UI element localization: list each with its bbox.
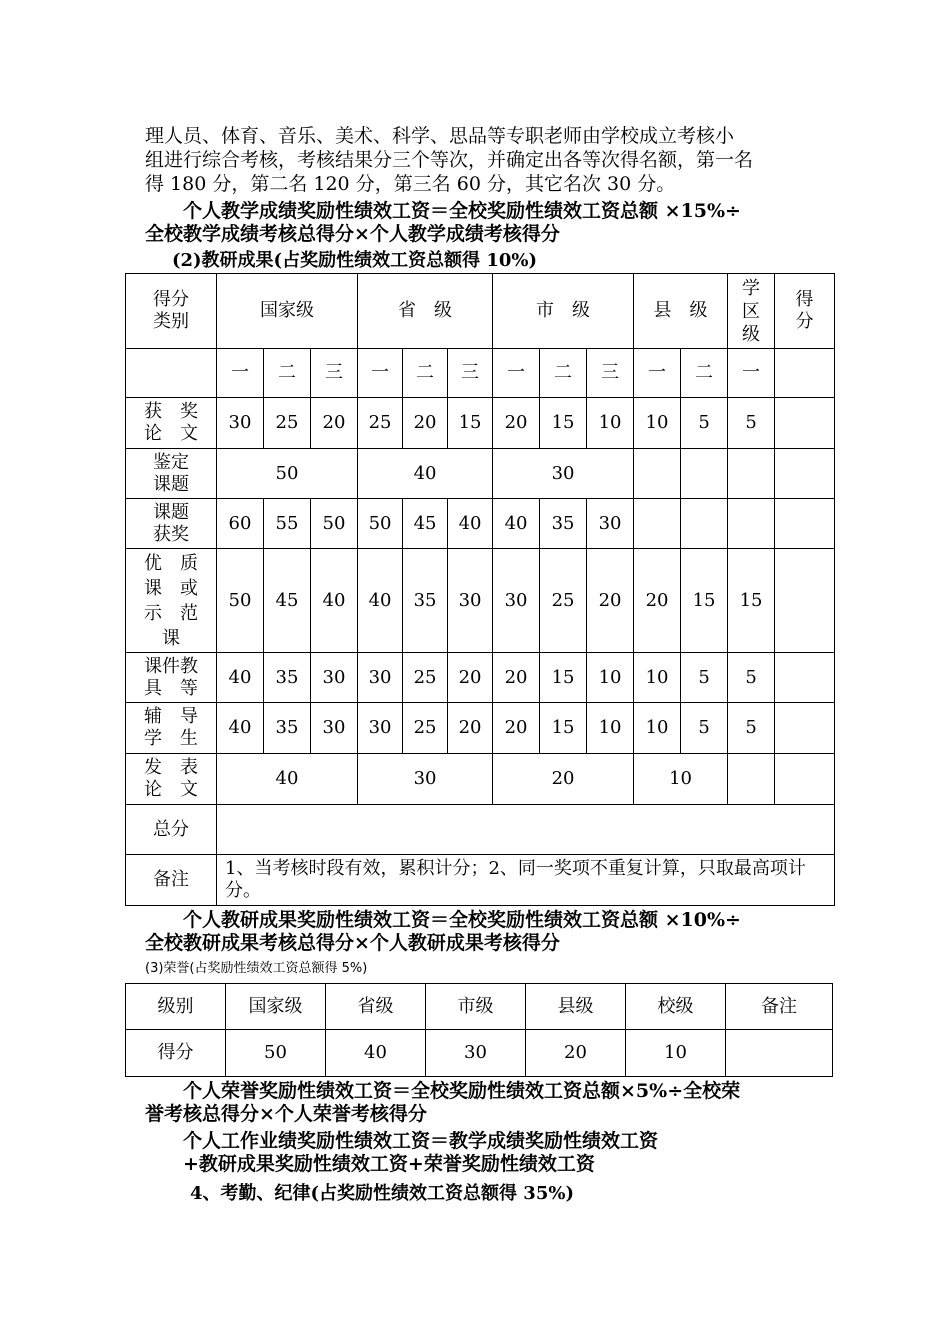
score-cell: 15 xyxy=(448,398,493,449)
score-cell: 40 xyxy=(217,703,264,754)
score-cell: 30 xyxy=(448,549,493,653)
note-text: 1、当考核时段有效，累积计分；2、同一奖项不重复计算，只取最高项计分。 xyxy=(217,855,835,906)
score-cell: 50 xyxy=(358,499,403,549)
score-blank xyxy=(775,754,835,805)
honor-cell: 10 xyxy=(626,1030,726,1077)
honor-header-cell: 级别 xyxy=(126,984,226,1030)
header-provincial: 省 级 xyxy=(358,274,493,349)
rank-cell: 一 xyxy=(493,349,540,398)
table-row xyxy=(126,754,835,805)
score-cell: 45 xyxy=(403,499,448,549)
score-cell: 5 xyxy=(728,703,775,754)
score-cell: 40 xyxy=(358,549,403,653)
header-district: 学 区 级 xyxy=(728,274,775,349)
score-cell: 30 xyxy=(587,499,634,549)
table-row xyxy=(126,549,835,653)
header-score: 得 分 xyxy=(775,274,835,349)
honor-header-cell: 省级 xyxy=(326,984,426,1030)
rank-cell: 一 xyxy=(634,349,681,398)
total-row xyxy=(126,805,835,855)
score-blank xyxy=(681,449,728,499)
table-header-row xyxy=(126,274,835,349)
score-blank xyxy=(728,754,775,805)
score-cell: 35 xyxy=(264,703,311,754)
score-blank xyxy=(775,703,835,754)
formula-teaching xyxy=(145,200,845,246)
score-cell: 20 xyxy=(311,398,358,449)
rank-cell: 二 xyxy=(264,349,311,398)
header-category: 得分 类别 xyxy=(126,274,217,349)
honor-cell: 40 xyxy=(326,1030,426,1077)
rank-cell: 三 xyxy=(448,349,493,398)
score-cell: 10 xyxy=(634,653,681,703)
row-label: 备注 xyxy=(126,855,217,906)
score-cell: 15 xyxy=(540,703,587,754)
intro-line: 得 180 分，第二名 120 分，第三名 60 分，其它名次 30 分。 xyxy=(145,173,676,195)
honor-header-cell: 校级 xyxy=(626,984,726,1030)
rank-blank xyxy=(126,349,217,398)
score-cell: 30 xyxy=(311,703,358,754)
score-cell: 55 xyxy=(264,499,311,549)
section-heading-research: (2)教研成果(占奖励性绩效工资总额得 10%) xyxy=(172,250,538,271)
score-cell: 40 xyxy=(217,653,264,703)
score-blank xyxy=(728,499,775,549)
rank-cell: 二 xyxy=(681,349,728,398)
score-blank xyxy=(681,499,728,549)
score-cell: 20 xyxy=(448,653,493,703)
row-label: 辅 导 学 生 xyxy=(126,703,217,754)
honor-header-cell: 县级 xyxy=(526,984,626,1030)
score-cell: 35 xyxy=(264,653,311,703)
score-blank xyxy=(775,549,835,653)
score-cell: 25 xyxy=(358,398,403,449)
header-national: 国家级 xyxy=(217,274,358,349)
honor-score-table xyxy=(125,983,833,1077)
rank-cell: 三 xyxy=(587,349,634,398)
score-cell: 50 xyxy=(311,499,358,549)
honor-header-row xyxy=(126,984,833,1030)
score-cell: 25 xyxy=(403,703,448,754)
score-cell: 5 xyxy=(681,398,728,449)
rank-blank xyxy=(775,349,835,398)
score-cell: 5 xyxy=(681,703,728,754)
formula-research xyxy=(145,909,845,955)
formula-honor xyxy=(145,1080,845,1126)
score-blank xyxy=(634,449,681,499)
score-cell: 35 xyxy=(403,549,448,653)
score-cell: 30 xyxy=(358,754,493,805)
total-value xyxy=(217,805,835,855)
note-row xyxy=(126,855,835,906)
score-cell: 30 xyxy=(493,449,634,499)
score-blank xyxy=(775,449,835,499)
honor-cell: 20 xyxy=(526,1030,626,1077)
score-cell: 25 xyxy=(403,653,448,703)
score-cell: 35 xyxy=(540,499,587,549)
honor-cell: 50 xyxy=(226,1030,326,1077)
score-cell: 40 xyxy=(358,449,493,499)
rank-row xyxy=(126,349,835,398)
rank-cell: 二 xyxy=(403,349,448,398)
score-cell: 20 xyxy=(493,703,540,754)
table-row xyxy=(126,499,835,549)
honor-score-row xyxy=(126,1030,833,1077)
score-cell: 30 xyxy=(217,398,264,449)
row-label: 课题 获奖 xyxy=(126,499,217,549)
header-city: 市 级 xyxy=(493,274,634,349)
score-blank xyxy=(775,499,835,549)
score-cell: 30 xyxy=(493,549,540,653)
score-cell: 30 xyxy=(311,653,358,703)
score-cell: 10 xyxy=(634,754,728,805)
score-cell: 15 xyxy=(540,398,587,449)
score-cell: 20 xyxy=(403,398,448,449)
formula-line: 全校教学成绩考核总得分×个人教学成绩考核得分 xyxy=(145,223,560,245)
score-cell: 50 xyxy=(217,549,264,653)
score-cell: 5 xyxy=(728,398,775,449)
score-cell: 20 xyxy=(493,754,634,805)
honor-header-cell: 市级 xyxy=(426,984,526,1030)
row-label: 优 质 课 或 示 范 课 xyxy=(126,549,217,653)
honor-cell: 得分 xyxy=(126,1030,226,1077)
score-blank xyxy=(775,398,835,449)
score-cell: 15 xyxy=(728,549,775,653)
score-cell: 20 xyxy=(493,653,540,703)
score-cell: 20 xyxy=(448,703,493,754)
formula-line: 个人教研成果奖励性绩效工资＝全校奖励性绩效工资总额 ×10%÷ xyxy=(183,909,741,931)
table-row xyxy=(126,398,835,449)
formula-line: +教研成果奖励性绩效工资+荣誉奖励性绩效工资 xyxy=(183,1153,595,1175)
honor-header-cell: 备注 xyxy=(726,984,833,1030)
score-cell: 30 xyxy=(358,703,403,754)
formula-line: 誉考核总得分×个人荣誉考核得分 xyxy=(145,1103,427,1125)
section-heading-honor: (3)荣誉(占奖励性绩效工资总额得 5%) xyxy=(145,961,368,976)
header-county: 县 级 xyxy=(634,274,728,349)
score-cell: 40 xyxy=(493,499,540,549)
rank-cell: 三 xyxy=(311,349,358,398)
score-cell: 40 xyxy=(217,754,358,805)
score-cell: 5 xyxy=(728,653,775,703)
score-cell: 20 xyxy=(587,549,634,653)
formula-line: 个人荣誉奖励性绩效工资＝全校奖励性绩效工资总额×5%÷全校荣 xyxy=(183,1080,741,1102)
score-blank xyxy=(728,449,775,499)
score-cell: 15 xyxy=(540,653,587,703)
score-cell: 20 xyxy=(634,549,681,653)
score-cell: 5 xyxy=(681,653,728,703)
table-row xyxy=(126,653,835,703)
score-cell: 45 xyxy=(264,549,311,653)
honor-cell: 30 xyxy=(426,1030,526,1077)
row-label: 获 奖 论 文 xyxy=(126,398,217,449)
score-cell: 10 xyxy=(587,398,634,449)
formula-line: 个人工作业绩奖励性绩效工资＝教学成绩奖励性绩效工资 xyxy=(183,1130,659,1152)
intro-line: 理人员、体育、音乐、美术、科学、思品等专职老师由学校成立考核小 xyxy=(145,125,735,147)
section-heading-attendance: 4、考勤、纪律(占奖励性绩效工资总额得 35%) xyxy=(190,1183,574,1204)
row-label: 总分 xyxy=(126,805,217,855)
rank-cell: 一 xyxy=(358,349,403,398)
score-blank xyxy=(634,499,681,549)
intro-paragraph xyxy=(145,124,845,196)
score-cell: 10 xyxy=(634,398,681,449)
rank-cell: 一 xyxy=(217,349,264,398)
research-score-table xyxy=(125,273,835,906)
formula-performance xyxy=(145,1130,845,1176)
score-blank xyxy=(775,653,835,703)
score-cell: 25 xyxy=(264,398,311,449)
rank-cell: 二 xyxy=(540,349,587,398)
score-cell: 10 xyxy=(634,703,681,754)
table-row xyxy=(126,703,835,754)
score-cell: 10 xyxy=(587,653,634,703)
row-label: 鉴定 课题 xyxy=(126,449,217,499)
score-cell: 60 xyxy=(217,499,264,549)
formula-line: 个人教学成绩奖励性绩效工资＝全校奖励性绩效工资总额 ×15%÷ xyxy=(183,200,741,222)
score-cell: 20 xyxy=(493,398,540,449)
row-label: 课件教 具 等 xyxy=(126,653,217,703)
score-cell: 25 xyxy=(540,549,587,653)
score-cell: 30 xyxy=(358,653,403,703)
score-cell: 10 xyxy=(587,703,634,754)
formula-line: 全校教研成果考核总得分×个人教研成果考核得分 xyxy=(145,932,560,954)
rank-cell: 一 xyxy=(728,349,775,398)
honor-cell xyxy=(726,1030,833,1077)
intro-line: 组进行综合考核，考核结果分三个等次，并确定出各等次得名额，第一名 xyxy=(145,149,754,171)
score-cell: 15 xyxy=(681,549,728,653)
table-row xyxy=(126,449,835,499)
score-cell: 50 xyxy=(217,449,358,499)
row-label: 发 表 论 文 xyxy=(126,754,217,805)
score-cell: 40 xyxy=(448,499,493,549)
honor-header-cell: 国家级 xyxy=(226,984,326,1030)
score-cell: 40 xyxy=(311,549,358,653)
